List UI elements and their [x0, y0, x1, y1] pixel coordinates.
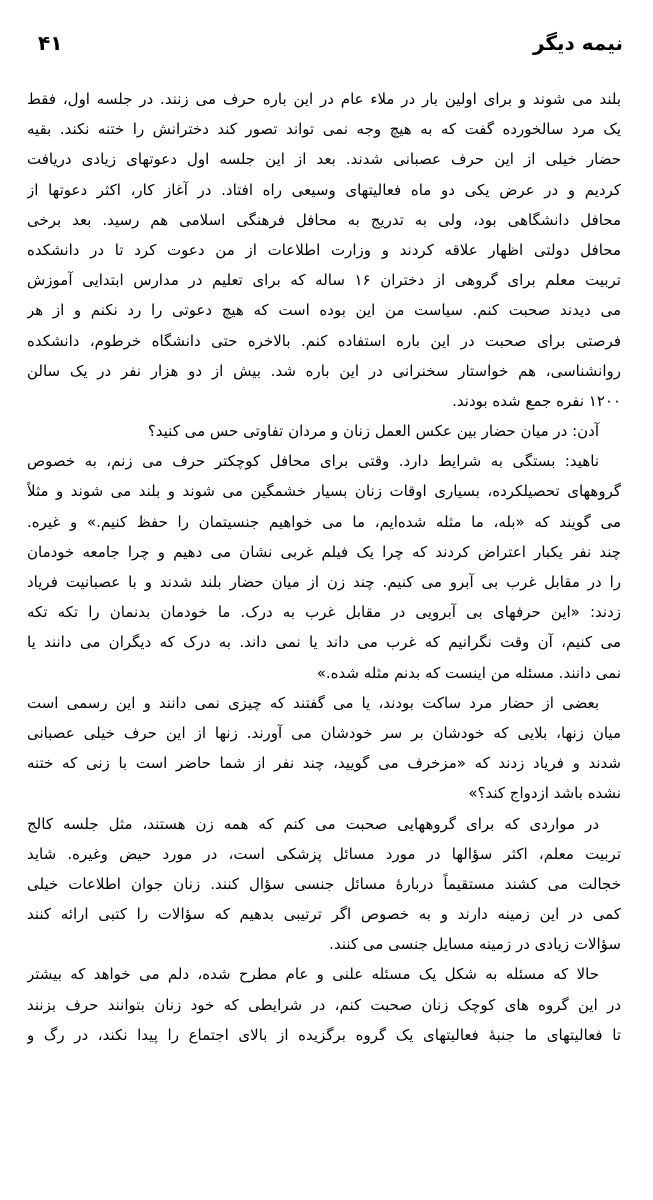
text-line: محافل دانشگاهی بود، ولی به تدریج به محافل فرهنگی اسلامی هم رسید. بعد برخی [27, 210, 621, 229]
text-line: حالا که مسئله به شکل یک مسئله علنی و عام مطرح شده، دلم می خواهد که بیشتر [27, 965, 599, 984]
text-line: می کنیم، آن وقت نگرانیم که غرب می داند یا نمی داند. به درک که دیگران می دانند یا [27, 633, 621, 652]
running-header [38, 28, 623, 58]
text-line: در این گروه های کوچک زنان صحبت کنم، در شرایطی که خود زنان بتوانند حرف بزنند [27, 995, 621, 1014]
text-line: محافل دولتی اظهار علاقه کردند و وزارت اطلاعات از من دعوت کرد تا در دانشکده [27, 240, 621, 259]
text-line: گروههای تحصیلکرده، بسیاری اوقات زنان بسیار خشمگین می شوند و بلند می شوند و مثلاً [27, 482, 621, 501]
text-line: در مواردی که برای گروههایی صحبت می کنم که همه زن هستند، مثل جلسه کالج [27, 814, 599, 833]
text-line: بلند می شوند و برای اولین بار در ملاء عام در این باره حرف می زنند. در جلسه اول، فقط [27, 90, 621, 108]
text-line: کمی در این زمینه دارند و به خصوص اگر ترتیبی بدهیم که سؤالات را کتبی ارائه کنند [27, 905, 621, 924]
text-line: نمی دانند. مسئله من اینست که بدنم مثله شده.» [316, 663, 621, 682]
text-line: را در مقابل غرب بی آبرو می کنیم. چند زن از میان حضار بلند شدند و با عصبانیت فریاد [27, 573, 621, 591]
text-line: روانشناسی، هم خواستار سخنرانی در این باره شد. بیش از دو هزار نفر در یک سالن [27, 361, 621, 380]
text-line: یک مرد سالخورده گفت که به هیچ وجه نمی تواند تصور کند دخترانش را ختنه نکند. بقیه [27, 120, 621, 139]
text-line: میان زنها، بلایی که خودشان بر سر خودشان می آورند. زنها از این حرف خیلی عصبانی [27, 723, 621, 742]
text-line: تا فعالیتهای ما جنبهٔ فعالیتهای یک گروه برگزیده از بالای اجتماع را پیدا نکند، در رگ و [27, 1025, 621, 1044]
text-line: بعضی از حضار مرد ساکت بودند، یا می گفتند که چیزی نمی دانند و این رسمی است [27, 693, 599, 712]
text-line: ۱۲۰۰ نفره جمع شده بودند. [452, 391, 621, 410]
text-line: شدند و فریاد زدند که «مزخرف می گویید، چند نفر از شما حاضر است با زنی که ختنه [27, 754, 621, 773]
text-line: نشده باشد ازدواج کند؟» [468, 784, 621, 803]
text-line: چند نفر یکبار اعتراض کردند که چرا یک فیلم غربی نشان می دهیم و چرا جامعه خودمان [27, 542, 621, 561]
running-title: نیمه دیگر [532, 31, 623, 55]
text-line: فرصتی برای صحبت در این باره استفاده کنم. بالاخره حتی دانشگاه خرطوم، دانشکده [27, 331, 621, 350]
text-line: می گویند که «بله، ما مثله شده‌ایم، ما می خواهیم جنسیتمان را حفظ کنیم.» و غیره. [27, 512, 621, 531]
body-text [27, 84, 621, 1050]
text-line: کردیم و در عرض یکی دو ماه فعالیتهای وسیعی راه افتاد. در آغاز کار، اکثر دعوتها از [27, 180, 621, 199]
text-line: آدن: در میان حضار بین عکس العمل زنان و مردان تفاوتی حس می کنید؟ [147, 422, 599, 441]
text-line: تربیت معلم، اکثر سؤالها در مورد مسائل پزشکی است، در مورد حیض وغیره. شاید [27, 844, 621, 863]
text-line: زدند: «این حرفهای بی آبرویی در مقابل غرب به درک. ما خودمان بدنمان را تکه تکه [27, 603, 621, 622]
text-line: می دیدند صحبت کنم. سیاست من این بوده است که هیچ دعوتی را رد نکنم و از هر [27, 301, 621, 320]
text-line: ناهید: بستگی به شرایط دارد. وقتی برای محافل کوچکتر حرف می زنم، به خصوص [27, 452, 599, 471]
text-line: خجالت می کشند مستقیماً دربارهٔ مسائل جنسی سؤال کنند. زنان جوان اطلاعات خیلی [27, 874, 621, 893]
text-line: سؤالات زیادی در زمینه مسایل جنسی می کنند. [329, 935, 621, 954]
page-number: ۴۱ [38, 31, 63, 55]
text-line: تربیت معلم برای گروهی از دختران ۱۶ ساله که برای تعلیم در مدارس ابتدایی آموزش [27, 271, 621, 290]
text-line: حضار خیلی از این حرف عصبانی شدند. بعد از این جلسه اول دعوتهای زیادی دریافت [27, 150, 621, 169]
